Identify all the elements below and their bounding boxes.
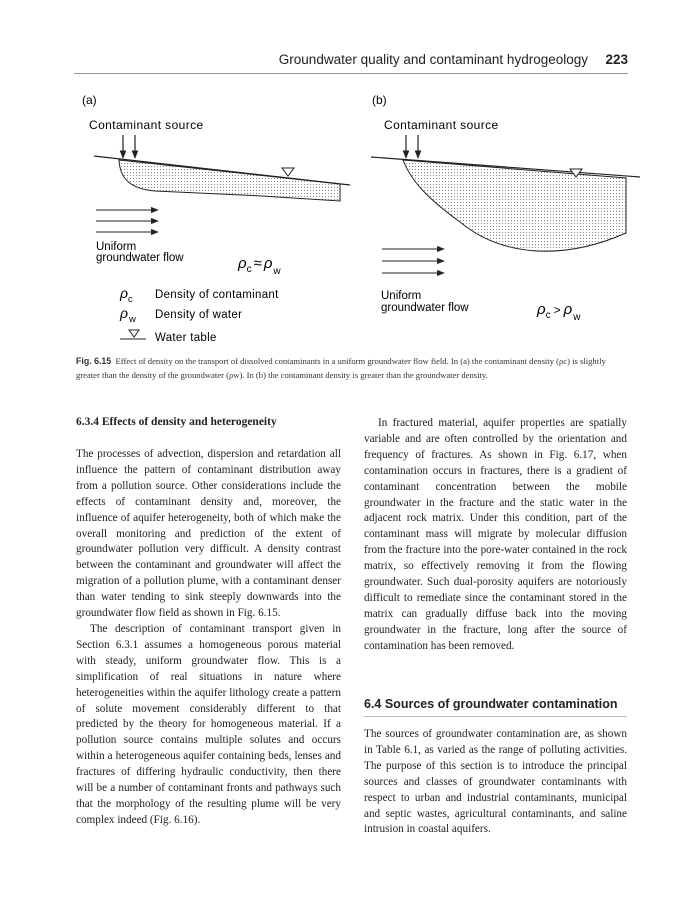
caption-label: Fig. 6.15 <box>76 356 112 366</box>
col2-paragraph-1: In fractured material, aquifer properties are spatially variable and are often controlled by the orientation and frequency of fractures. As shown in Fig. 6.17, when contamination occurs in fractures, there is a gradient of contaminant concentration between the mobile groundwater in the fracture and the static water in the adjacent rock matrix. Under this condition, part of the contaminant mass will migrate by molecular diffusion from the fracture into the pore-water contained in the rock matrix, so effectively removing it from the flowing groundwater. Such dual-porosity aquifers are notoriously difficult to remediate since the contaminant stored in the matrix can gradually diffuse back into the moving groundwater in the fracture, long after the source of contamination has been removed. <box>364 417 627 652</box>
panel-b-density-relation: $\rho_c$ > $\rho_w$ <box>537 301 581 323</box>
running-title: Groundwater quality and contaminant hydrogeology <box>278 52 588 67</box>
section-paragraph-1: The sources of groundwater contamination are, as shown in Table 6.1, as varied as the range of polluting activities. The purpose of this section is to introduce the principal sources and classes of groundwater contaminants with respect to urban and industrial contaminants, municipal and septic wastes, agricultural contaminants, and saline intrusion in coastal aquifers. <box>364 728 627 836</box>
legend-water-table-symbol <box>120 330 146 339</box>
legend-rho-c: $\rho_c$ <box>120 285 133 305</box>
panel-a-water-table-symbol <box>282 168 294 176</box>
caption-text: Effect of density on the transport of dissolved contaminants in a uniform groundwater flow field. In (a) the contaminant density (ρc) is slightly greater than the density of the groundwater (ρw). In (b) the contaminant density is greater than the groundwater density. <box>76 356 606 380</box>
panel-b-flow-label-1: Uniform <box>381 290 422 302</box>
col1-paragraph-1: The processes of advection, dispersion and retardation all influence the pattern of contaminant distribution away from a pollution source. Other considerations include the effects of contaminant density and, moreover, the influence of aquifer heterogeneity, both of which make the overall monitoring and prediction of the extent of groundwater pollution very difficult. A density contrast between the contaminant and groundwater will affect the migration of a pollution plume, with a contaminant denser than water tending to sink steeply downwards into the groundwater flow field as shown in Fig. 6.15. <box>76 448 341 620</box>
panel-a-source-label: Contaminant source <box>89 118 204 132</box>
section-rule <box>364 716 627 717</box>
panel-a-label: (a) <box>82 93 97 107</box>
subsection-title: 6.3.4 Effects of density and heterogeneity <box>76 416 277 428</box>
legend-rho-w: $\rho_w$ <box>120 305 136 325</box>
col1-paragraph-2: The description of contaminant transport given in Section 6.3.1 assumes a homogeneous porous material with steady, uniform groundwater flow. This is a simplification of real situations in nature where heterogeneities within the aquifer lithology create a pattern of solute movement considerably different to that predicted by the theory for homogeneous material. If a pollution source contains multiple solutes and occurs within a heterogeneous aquifer containing beds, lenses and fractures of differing hydraulic conductivity, then there will be a number of contaminant fronts and pathways such that the morphology of the resulting plume will be very complex indeed (Fig. 6.16). <box>76 622 341 826</box>
column-right <box>364 416 627 655</box>
panel-a-flow-label-1: Uniform <box>96 241 137 253</box>
panel-b-source-label: Contaminant source <box>384 118 499 132</box>
figure-6-15 <box>0 0 691 355</box>
panel-b-label: (b) <box>372 93 387 107</box>
section-body <box>364 727 627 838</box>
column-left <box>76 447 341 829</box>
figure-caption <box>76 355 628 382</box>
legend-water-label: Density of water <box>155 309 243 321</box>
legend-contaminant-label: Density of contaminant <box>155 289 279 301</box>
section-title: 6.4 Sources of groundwater contamination <box>364 697 618 711</box>
legend-water-table-label: Water table <box>155 332 217 344</box>
panel-a-flow-label-2: groundwater flow <box>96 252 184 264</box>
panel-a-density-relation: $\rho_c \approx \rho_w$ <box>238 255 281 277</box>
panel-b-flow-label-2: groundwater flow <box>381 302 469 314</box>
page-number: 223 <box>605 52 628 67</box>
